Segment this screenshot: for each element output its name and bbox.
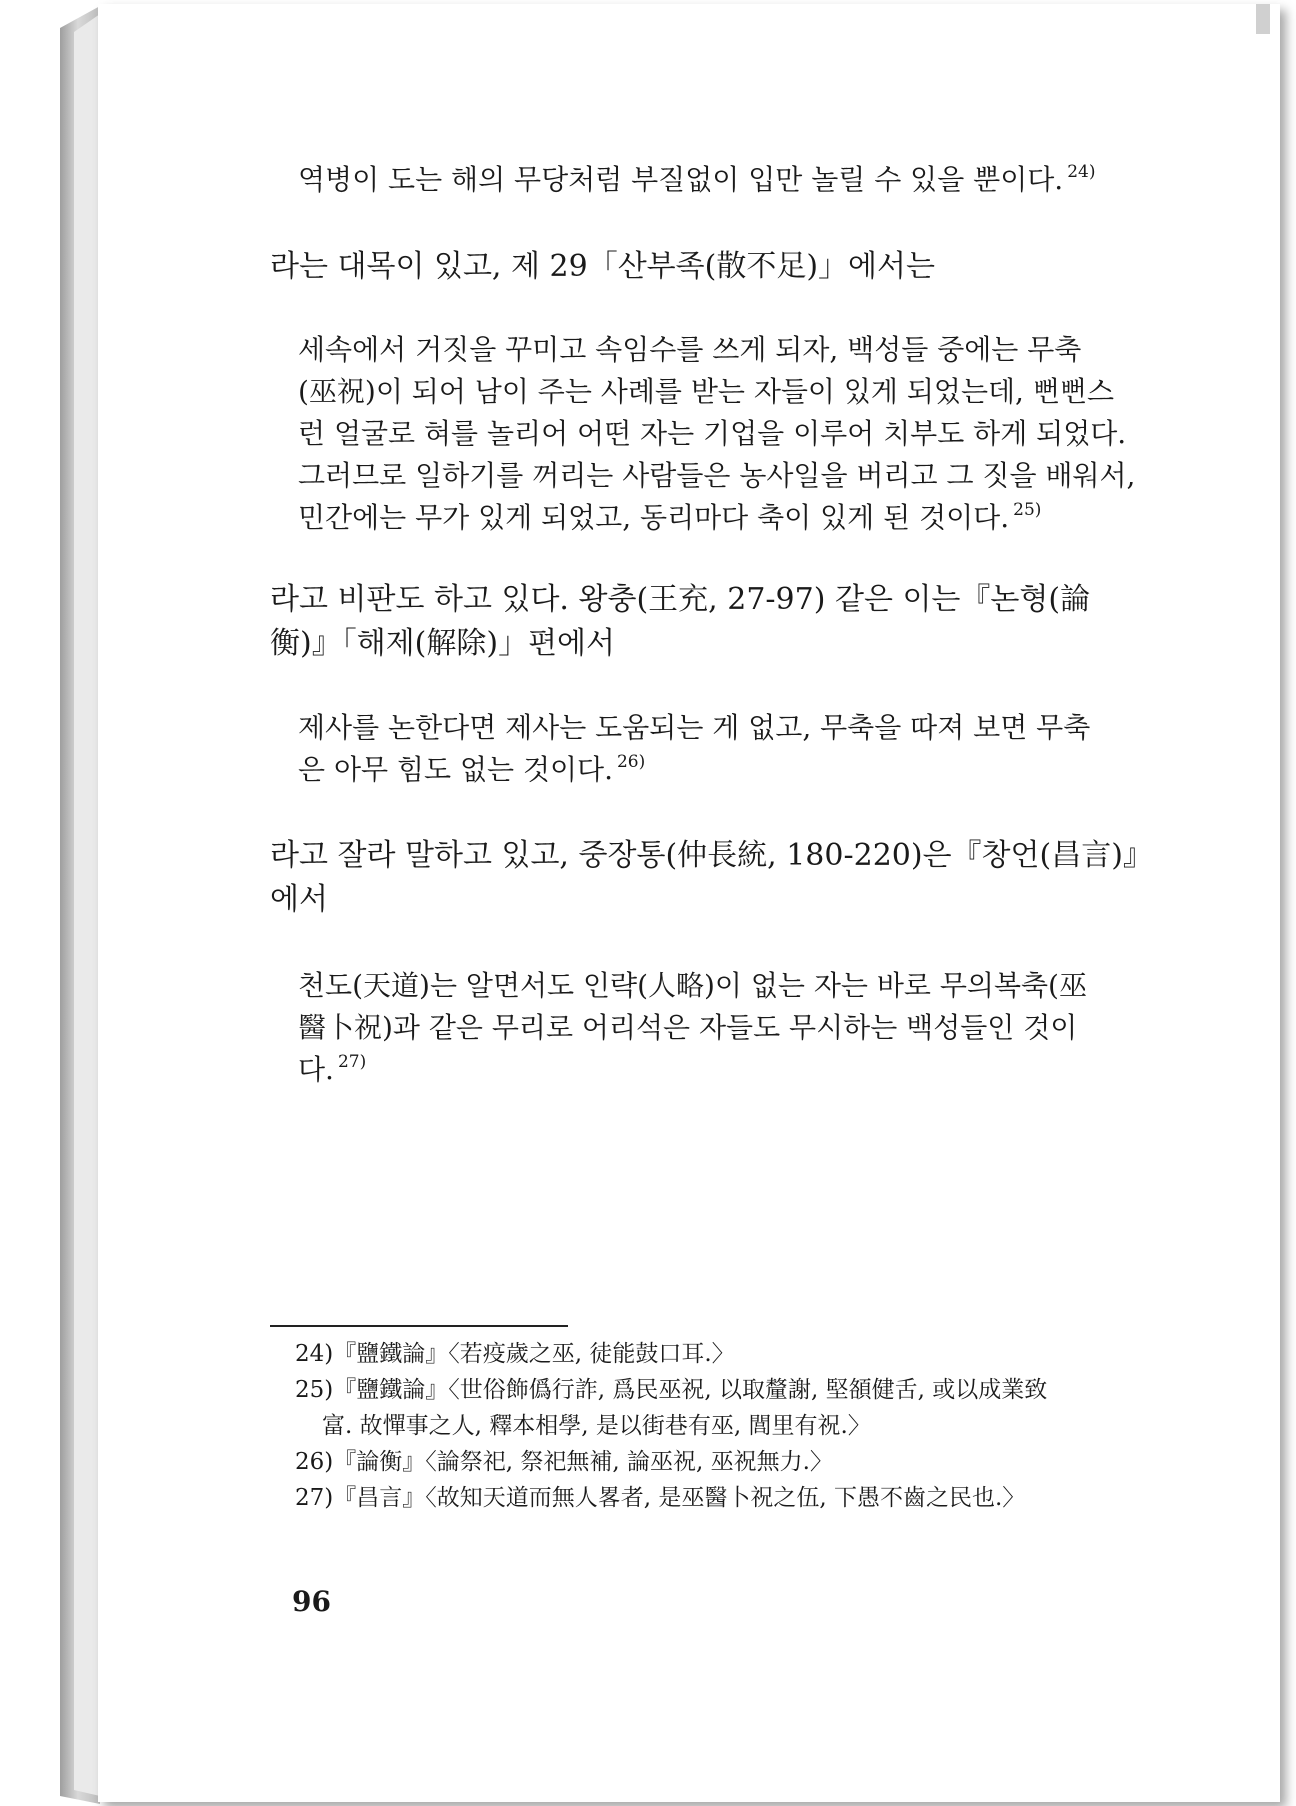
para-3-line-2: 에서: [270, 882, 328, 917]
book-page-stack-edge: [74, 14, 100, 1796]
quote-2-line-2: (巫祝)이 되어 남이 주는 사례를 받는 자들이 있게 되었는데, 뻔뻔스: [298, 375, 1115, 408]
quote-3-line-2: 은 아무 힘도 없는 것이다. $^{26)}$: [298, 752, 646, 786]
para-1-line-1: 라는 대목이 있고, 제 29「산부족(散不足)」에서는: [270, 249, 935, 284]
footnote-ref-25: 25): [1013, 500, 1042, 520]
footnote-25-cont: 富. 故憚事之人, 釋本相學, 是以街巷有巫, 閭里有祝.〉: [322, 1413, 871, 1439]
footnote-divider: [270, 1325, 568, 1327]
footnote-ref-26: 26): [616, 752, 646, 772]
para-2-line-1: 라고 비판도 하고 있다. 왕충(王充, 27-97) 같은 이는『논형(論: [270, 582, 1091, 617]
quote-4-line-1: 천도(天道)는 알면서도 인략(人略)이 없는 자는 바로 무의복축(巫: [298, 969, 1087, 1002]
quote-1-line-1: 역병이 도는 해의 무당처럼 부질없이 입만 놀릴 수 있을 뿐이다. $^{24)}$: [298, 162, 1096, 196]
quote-2-line-5: 민간에는 무가 있게 되었고, 동리마다 축이 있게 된 것이다. $^{25)}$: [298, 500, 1042, 534]
para-3-line-1: 라고 잘라 말하고 있고, 중장통(仲長統, 180-220)은『창언(昌言)』: [270, 838, 1153, 873]
quote-2-line-1: 세속에서 거짓을 꾸미고 속임수를 쓰게 되자, 백성들 중에는 무축: [298, 333, 1082, 366]
footnote-24: 24)『鹽鐵論』〈若疫歲之巫, 徒能鼓口耳.〉: [295, 1341, 735, 1367]
footnote-26: 26)『論衡』〈論祭祀, 祭祀無補, 論巫祝, 巫祝無力.〉: [295, 1449, 833, 1475]
quote-4-line-2: 醫卜祝)과 같은 무리로 어리석은 자들도 무시하는 백성들인 것이: [298, 1011, 1078, 1044]
quote-2-line-3: 런 얼굴로 혀를 놀리어 어떤 자는 기업을 이루어 치부도 하게 되었다.: [298, 417, 1127, 450]
quote-4-line-3: 다. $^{27)}$: [298, 1052, 367, 1086]
footnote-ref-24: 24): [1067, 162, 1096, 182]
page-number: 96: [292, 1585, 331, 1618]
quote-2-line-4: 그러므로 일하기를 꺼리는 사람들은 농사일을 버리고 그 짓을 배워서,: [298, 459, 1136, 492]
footnote-ref-27: 27): [337, 1052, 367, 1072]
footnote-25: 25)『鹽鐵論』〈世俗飾僞行詐, 爲民巫祝, 以取釐謝, 堅頟健舌, 或以成業致: [295, 1377, 1048, 1403]
para-2-line-2: 衡)』「해제(解除)」편에서: [270, 626, 616, 661]
footnote-27: 27)『昌言』〈故知天道而無人畧者, 是巫醫卜祝之伍, 下愚不齒之民也.〉: [295, 1485, 1026, 1511]
page-corner-shadow: [1256, 4, 1270, 34]
quote-3-line-1: 제사를 논한다면 제사는 도움되는 게 없고, 무축을 따져 보면 무축: [298, 711, 1091, 744]
